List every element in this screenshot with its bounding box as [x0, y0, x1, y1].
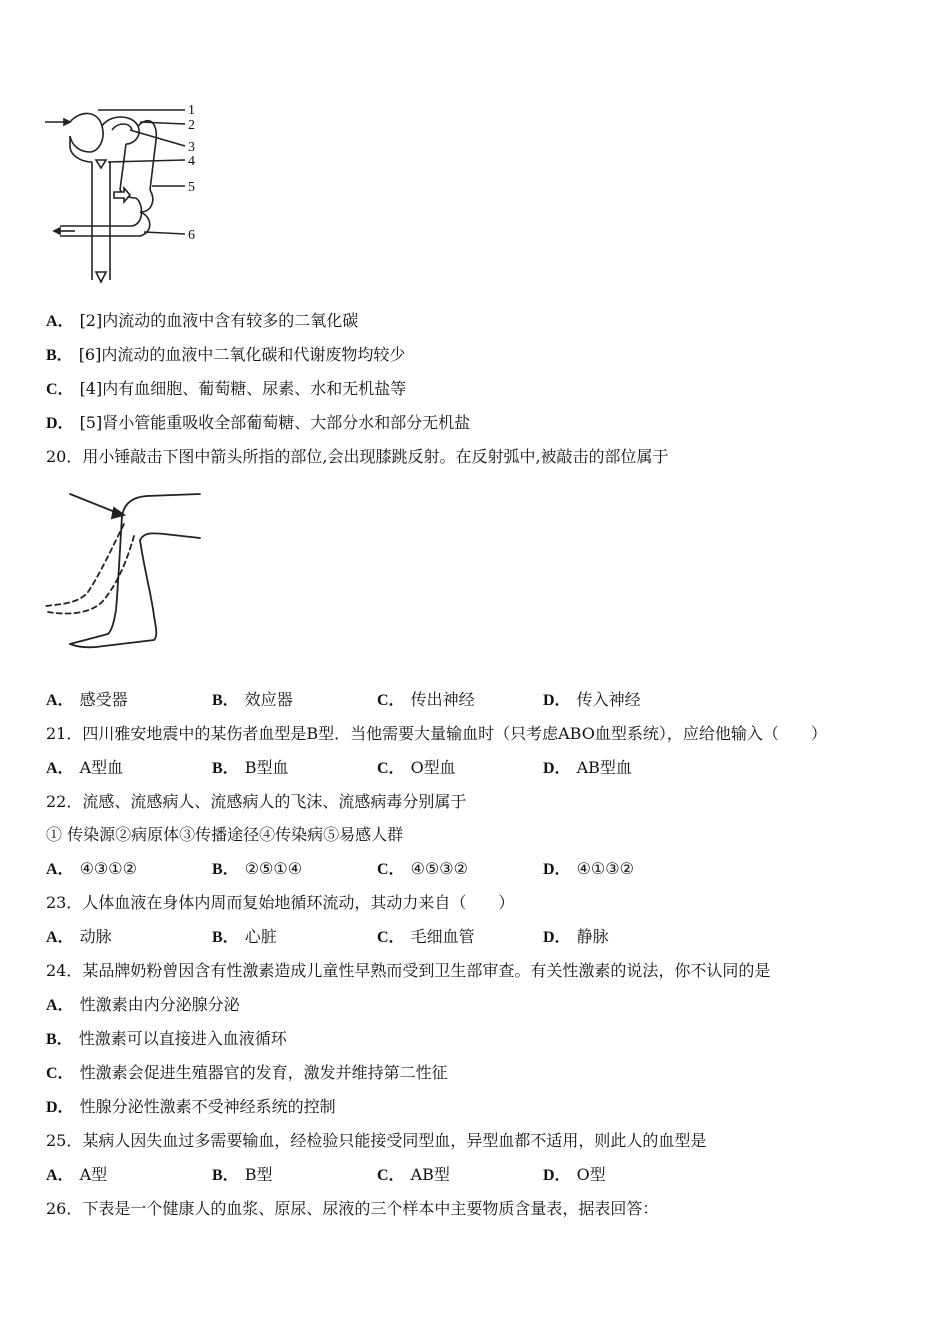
- q25-option-c: [377, 1164, 450, 1187]
- q23-option-a-label: A．: [46, 929, 74, 946]
- q21-option-b-label: B．: [212, 760, 239, 777]
- q22-option-a: [46, 858, 137, 881]
- q19-option-c: [46, 378, 406, 401]
- q19-option-c-text: [4]内有血细胞、葡萄糖、尿素、水和无机盐等: [79, 379, 407, 398]
- q19-option-b: [46, 344, 405, 367]
- q23-option-b-text: 心脏: [244, 927, 277, 946]
- q22-option-b-label: B．: [212, 861, 239, 878]
- q23-option-b: [212, 926, 277, 949]
- q21-option-c-label: C．: [377, 760, 405, 777]
- q21-option-a: [46, 757, 123, 780]
- q23-stem: 23．人体血液在身体内周而复始地循环流动，其动力来自（ ）: [46, 893, 515, 912]
- q25-option-b-text: B型: [244, 1165, 273, 1184]
- q24-option-a-label: A．: [46, 997, 74, 1014]
- q23-option-d-label: D．: [543, 929, 571, 946]
- q24-option-c: [46, 1062, 448, 1085]
- knee-reflex-figure: [42, 488, 207, 653]
- q25-option-d-label: D．: [543, 1167, 571, 1184]
- q21-option-d-label: D．: [543, 760, 571, 777]
- q23-option-d: [543, 926, 609, 949]
- nephron-label-5: 5: [188, 180, 195, 195]
- q24-option-b: [46, 1028, 287, 1051]
- q21-option-c-text: O型血: [410, 758, 456, 777]
- q20-option-d: [543, 689, 641, 712]
- q21-option-d-text: AB型血: [576, 758, 632, 777]
- q19-option-b-label: B．: [46, 347, 73, 364]
- q19-option-d-text: [5]肾小管能重吸收全部葡萄糖、大部分水和部分无机盐: [79, 413, 471, 432]
- q25-stem: 25．某病人因失血过多需要输血，经检验只能接受同型血，异型血都不适用，则此人的血型是: [46, 1131, 707, 1150]
- q22-option-c-label: C．: [377, 861, 405, 878]
- q20-option-c: [377, 689, 475, 712]
- q21-stem: 21．四川雅安地震中的某伤者血型是B型．当他需要大量输血时（只考虑ABO血型系统），应给他输入（ ）: [46, 724, 827, 743]
- q25-option-b: [212, 1164, 272, 1187]
- q19-option-b-text: [6]内流动的血液中二氧化碳和代谢废物均较少: [78, 345, 406, 364]
- q19-option-a-text: [2]内流动的血液中含有较多的二氧化碳: [79, 311, 359, 330]
- q24-option-a: [46, 994, 240, 1017]
- q24-option-c-label: C．: [46, 1065, 74, 1082]
- q22-option-b: [212, 858, 302, 881]
- q21-option-d: [543, 757, 632, 780]
- q21-option-b: [212, 757, 288, 780]
- q22-option-b-text: ②⑤①④: [244, 859, 303, 878]
- q25-option-b-label: B．: [212, 1167, 239, 1184]
- q20-option-c-text: 传出神经: [410, 690, 475, 709]
- q23-option-a-text: 动脉: [79, 927, 112, 946]
- q20-option-b: [212, 689, 293, 712]
- q23-option-a: [46, 926, 112, 949]
- q20-stem: 20．用小锤敲击下图中箭头所指的部位,会出现膝跳反射。在反射弧中,被敲击的部位属于: [46, 447, 669, 466]
- q24-option-d-text: 性腺分泌性激素不受神经系统的控制: [79, 1097, 336, 1116]
- q22-stem: 22．流感、流感病人、流感病人的飞沫、流感病毒分别属于: [46, 792, 467, 811]
- q22-option-d: [543, 858, 634, 881]
- q22-option-c-text: ④⑤③②: [410, 859, 468, 878]
- nephron-label-3: 3: [188, 140, 195, 155]
- q26-stem: 26．下表是一个健康人的血浆、原尿、尿液的三个样本中主要物质含量表，据表回答：: [46, 1199, 659, 1218]
- q23-option-c-text: 毛细血管: [410, 927, 475, 946]
- q24-stem: 24．某品牌奶粉曾因含有性激素造成儿童性早熟而受到卫生部审查。有关性激素的说法，你不认同的是: [46, 961, 771, 980]
- q24-option-a-text: 性激素由内分泌腺分泌: [79, 995, 240, 1014]
- q19-option-a-label: A．: [46, 313, 74, 330]
- q25-option-d: [543, 1164, 606, 1187]
- q21-option-a-text: A型血: [79, 758, 124, 777]
- q19-option-a: [46, 310, 358, 333]
- q20-option-d-text: 传入神经: [576, 690, 641, 709]
- q19-option-d-label: D．: [46, 415, 74, 432]
- nephron-label-2: 2: [188, 118, 195, 133]
- q21-option-c: [377, 757, 456, 780]
- nephron-label-4: 4: [188, 154, 195, 169]
- q25-option-d-text: O型: [576, 1165, 606, 1184]
- q25-option-c-text: AB型: [410, 1165, 450, 1184]
- nephron-label-1: 1: [188, 103, 195, 118]
- q25-option-a: [46, 1164, 107, 1187]
- q23-option-c: [377, 926, 475, 949]
- q25-option-c-label: C．: [377, 1167, 405, 1184]
- q20-option-a: [46, 689, 128, 712]
- q20-option-c-label: C．: [377, 692, 405, 709]
- q25-option-a-text: A型: [79, 1165, 108, 1184]
- q22-option-d-text: ④①③②: [576, 859, 634, 878]
- q21-option-a-label: A．: [46, 760, 74, 777]
- q24-option-d: [46, 1096, 336, 1119]
- nephron-figure: [40, 100, 210, 290]
- q23-option-b-label: B．: [212, 929, 239, 946]
- q22-substem: ① 传染源②病原体③传播途径④传染病⑤易感人群: [46, 825, 404, 844]
- q21-option-b-text: B型血: [244, 758, 289, 777]
- q19-option-d: [46, 412, 470, 435]
- q24-option-b-label: B．: [46, 1031, 73, 1048]
- q22-option-c: [377, 858, 468, 881]
- q23-option-c-label: C．: [377, 929, 405, 946]
- q20-option-a-label: A．: [46, 692, 74, 709]
- q20-option-b-text: 效应器: [244, 690, 293, 709]
- q20-option-a-text: 感受器: [79, 690, 128, 709]
- q22-option-d-label: D．: [543, 861, 571, 878]
- q22-option-a-text: ④③①②: [79, 859, 137, 878]
- q22-option-a-label: A．: [46, 861, 74, 878]
- q20-option-d-label: D．: [543, 692, 571, 709]
- q24-option-c-text: 性激素会促进生殖器官的发育，激发并维持第二性征: [79, 1063, 448, 1082]
- q20-option-b-label: B．: [212, 692, 239, 709]
- q25-option-a-label: A．: [46, 1167, 74, 1184]
- nephron-label-6: 6: [188, 228, 195, 243]
- q23-option-d-text: 静脉: [576, 927, 609, 946]
- q24-option-b-text: 性激素可以直接进入血液循环: [78, 1029, 287, 1048]
- q24-option-d-label: D．: [46, 1099, 74, 1116]
- q19-option-c-label: C．: [46, 381, 74, 398]
